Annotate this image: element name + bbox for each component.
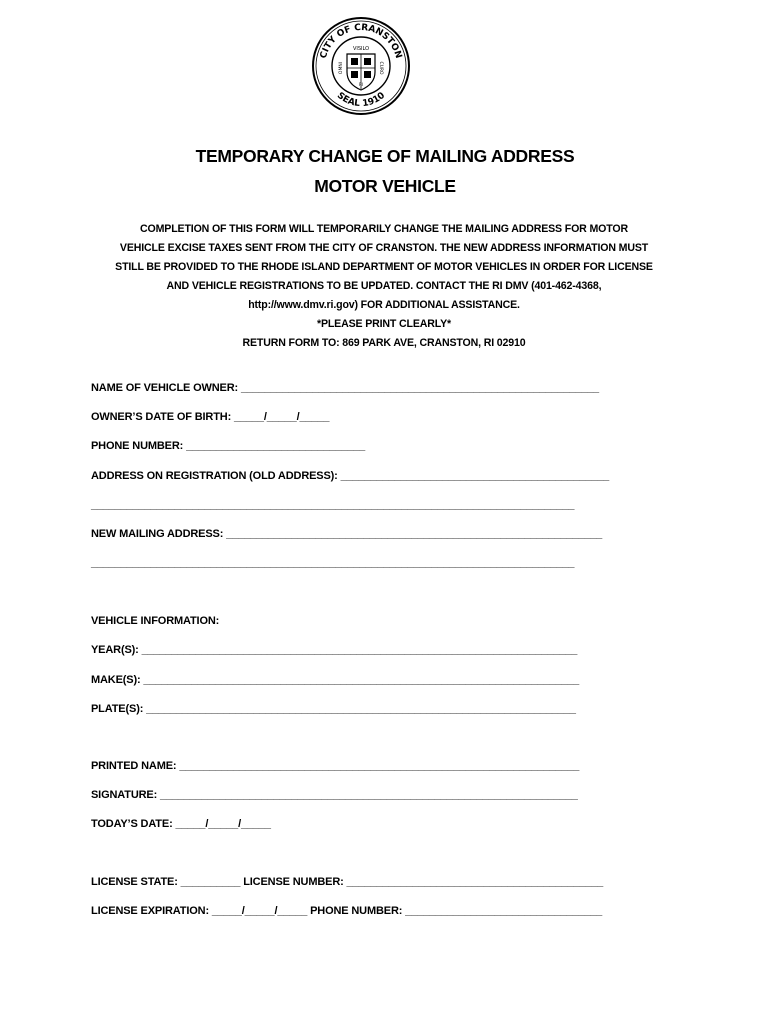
signature-field[interactable]: SIGNATURE: ______________________________________________________________________ — [91, 789, 578, 801]
phone-number-field[interactable]: PHONE NUMBER: ______________________________ — [91, 440, 366, 452]
seal-ring-bottom-text: SEAL 1910 — [334, 90, 388, 110]
owner-name-field[interactable]: NAME OF VEHICLE OWNER: ____________________________________________________________ — [91, 382, 599, 394]
seal-motto-top: VISILO — [352, 46, 370, 52]
seal-center-text: RI — [359, 82, 363, 87]
city-seal — [311, 16, 411, 116]
plates-field[interactable]: PLATE(S): ________________________________________________________________________ — [91, 703, 576, 715]
seal-motto-left: OMNI — [339, 61, 344, 75]
seal-ring-top-text: CITY OF CRANSTON — [318, 22, 404, 60]
new-mailing-address-field[interactable]: NEW MAILING ADDRESS: _______________________________________________________________ — [91, 528, 603, 540]
instructions-line: STILL BE PROVIDED TO THE RHODE ISLAND DEPARTMENT OF MOTOR VEHICLES IN ORDER FOR LICENSE — [115, 261, 653, 273]
makes-field[interactable]: MAKE(S): _________________________________________________________________________ — [91, 674, 580, 686]
instructions-line: AND VEHICLE REGISTRATIONS TO BE UPDATED. CONTACT THE RI DMV (401-462-4368, — [166, 280, 602, 292]
license-state-number-field[interactable]: LICENSE STATE: __________ LICENSE NUMBER: ___________________________________________ — [91, 876, 604, 888]
seal-motto-right: CURO — [378, 61, 383, 75]
instructions — [84, 220, 684, 353]
license-expiration-phone-field[interactable]: LICENSE EXPIRATION: _____/_____/_____ PHONE NUMBER: _________________________________ — [91, 905, 603, 917]
new-mailing-address-continued-field[interactable]: _________________________________________________________________________________ — [91, 557, 575, 569]
vehicle-information-heading: VEHICLE INFORMATION: — [91, 615, 220, 627]
form-subtitle: MOTOR VEHICLE — [314, 176, 456, 196]
instructions-line: VEHICLE EXCISE TAXES SENT FROM THE CITY OF CRANSTON. THE NEW ADDRESS INFORMATION MUST — [119, 242, 649, 254]
svg-text:SEAL 1910 — [335, 91, 387, 109]
old-address-continued-field[interactable]: _________________________________________________________________________________ — [91, 499, 575, 511]
old-address-field[interactable]: ADDRESS ON REGISTRATION (OLD ADDRESS): _____________________________________________ — [91, 470, 610, 482]
form-title: TEMPORARY CHANGE OF MAILING ADDRESS — [195, 146, 575, 166]
todays-date-field[interactable]: TODAY’S DATE: _____/_____/_____ — [91, 818, 271, 830]
owner-dob-field[interactable]: OWNER’S DATE OF BIRTH: _____/_____/_____ — [91, 411, 330, 423]
print-clearly-note: *PLEASE PRINT CLEARLY* — [316, 318, 452, 330]
years-field[interactable]: YEAR(S): _________________________________________________________________________ — [91, 644, 578, 656]
instructions-line: http://www.dmv.ri.gov) FOR ADDITIONAL ASSISTANCE. — [248, 299, 520, 311]
instructions-line: COMPLETION OF THIS FORM WILL TEMPORARILY CHANGE THE MAILING ADDRESS FOR MOTOR — [140, 223, 628, 235]
printed-name-field[interactable]: PRINTED NAME: ___________________________________________________________________ — [91, 760, 580, 772]
return-address: RETURN FORM TO: 869 PARK AVE, CRANSTON, RI 02910 — [242, 337, 526, 349]
